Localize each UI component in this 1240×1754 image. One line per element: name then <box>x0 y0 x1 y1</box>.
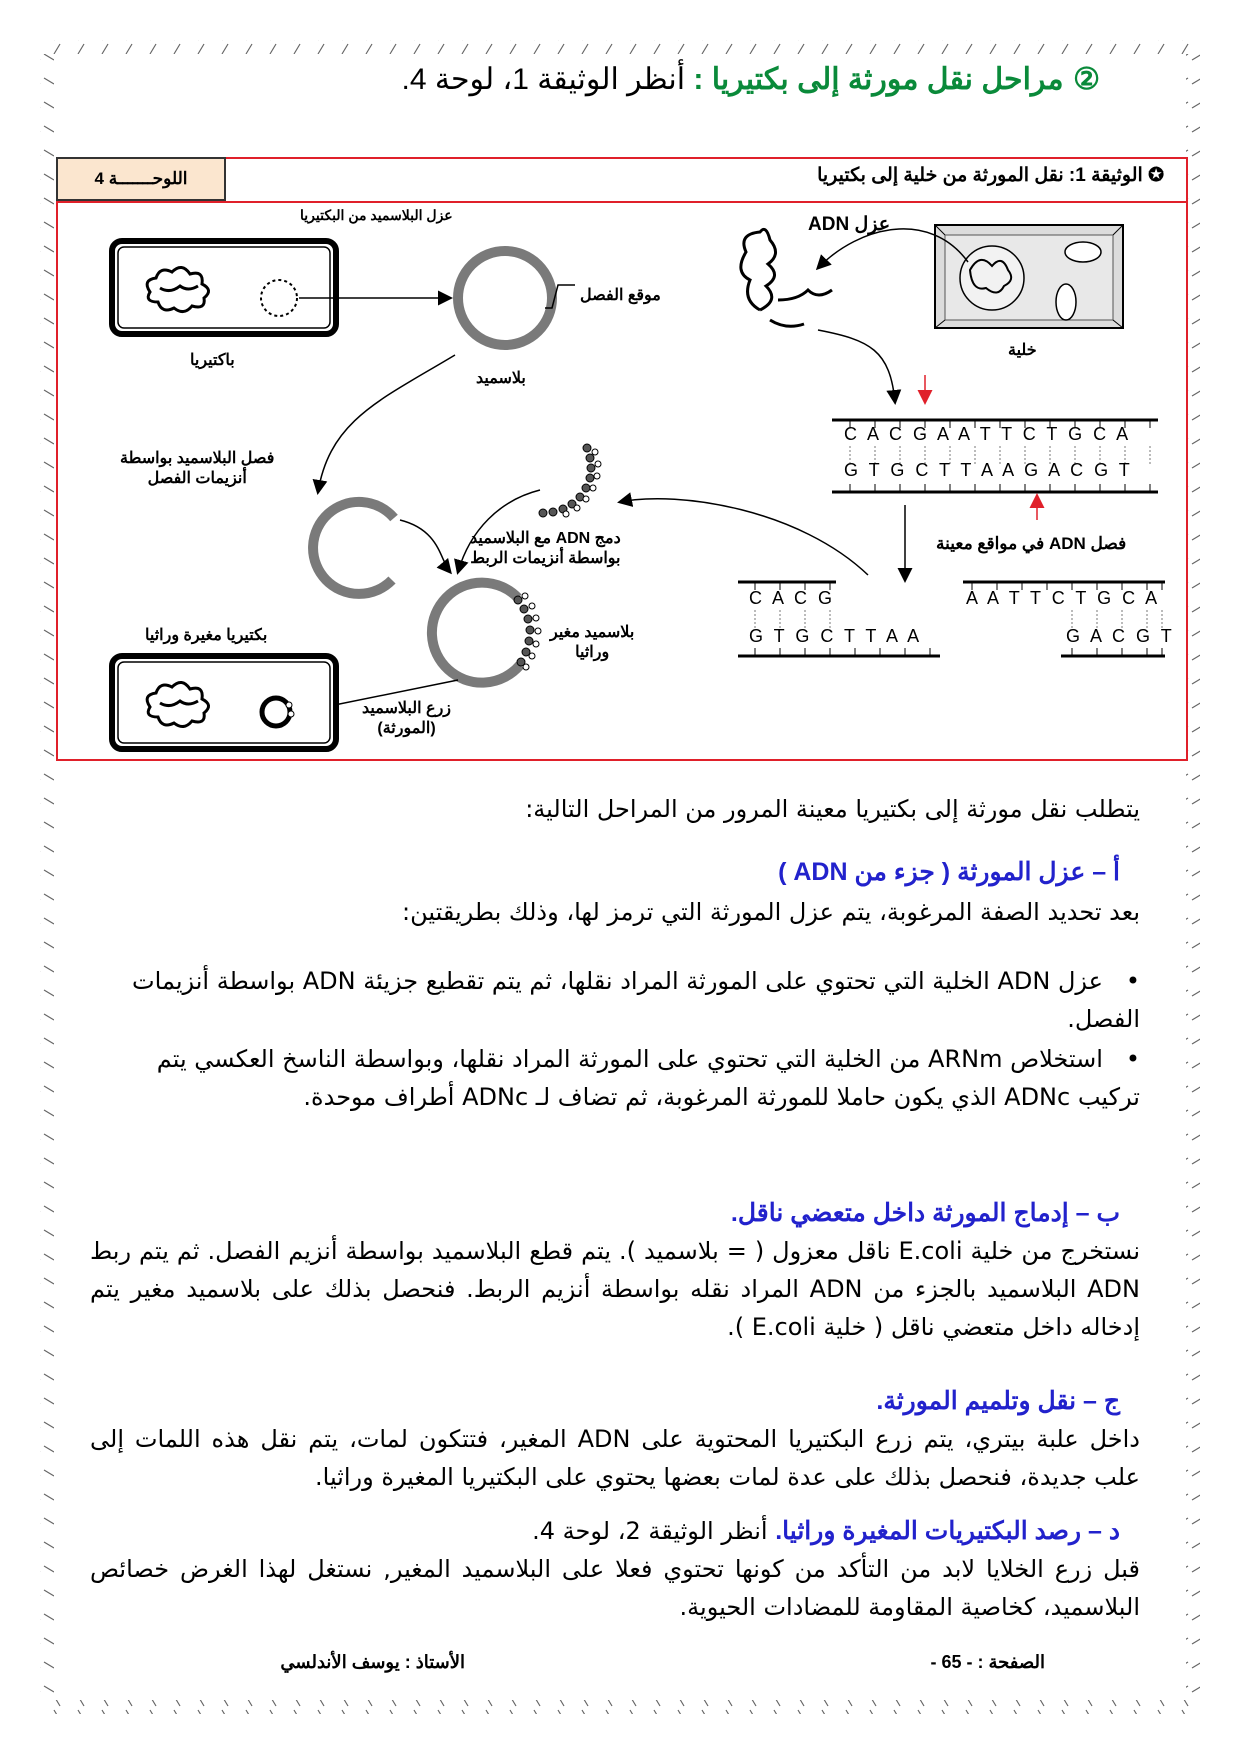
section-d-title-ref: أنظر الوثيقة 2، لوحة 4. <box>532 1517 776 1545</box>
modified-plasmid <box>432 583 541 683</box>
section-c-title: ج – نقل وتلميم المورثة. <box>876 1387 1120 1415</box>
label-modified-bacteria: بكتيريا مغيرة وراثيا <box>145 627 268 644</box>
plant-cell <box>935 225 1123 328</box>
footer-page-number: الصفحة : - 65 - <box>930 1652 1045 1672</box>
bullet-2 <box>130 1040 1140 1116</box>
label-plant-plasmid <box>362 698 451 738</box>
label-cut-plasmid <box>120 448 274 488</box>
label-plasmid: بلاسميد <box>476 370 526 387</box>
label-plant-plasmid-line2: (المورثة) <box>377 720 436 737</box>
label-modified-plasmid-line2: وراثيا <box>575 644 610 661</box>
seq-left-top: C A C G <box>749 588 833 608</box>
star-icon: ✪ <box>1148 165 1164 186</box>
isolated-adn-icon <box>741 229 832 326</box>
intro-text: يتطلب نقل مورثة إلى بكتيريا معينة المرور من المراحل التالية: <box>525 795 1140 823</box>
bullet-dot-icon: • <box>1102 967 1140 995</box>
bacteria-modified <box>112 656 336 749</box>
seq-right-top: A A T T C T G C A <box>966 588 1158 608</box>
footer-author: الأستاذ : يوسف الأندلسي <box>280 1652 465 1672</box>
label-integrate-line2: بواسطة أنزيمات الربط <box>470 550 621 567</box>
plasmid-ring <box>458 251 552 345</box>
label-modified-plasmid <box>550 622 634 662</box>
adn-insert-fragment <box>539 444 601 517</box>
label-cell: خلية <box>1008 342 1037 359</box>
bacteria-top <box>112 241 336 334</box>
section-a-text: بعد تحديد الصفة المرغوبة، يتم عزل المورثة التي ترمز لها، وذلك بطريقتين: <box>401 898 1140 926</box>
bullet-1-text: عزل ADN الخلية التي تحتوي على المورثة المراد نقلها، ثم يتم تقطيع جزيئة ADN بواسطة أنزيمات الفصل. <box>132 967 1140 1033</box>
plate-label: اللوحـــــــة 4 <box>56 157 226 201</box>
section-d-title <box>532 1516 1120 1546</box>
section-d-text: قبل زرع الخلايا لابد من التأكد من كونها تحتوي فعلا على البلاسميد المغير, نستغل لهذا الغرض خصائص البلاسميد، كخاصية المقاومة للمضادات الحيوية. <box>90 1555 1140 1621</box>
label-plant-plasmid-line1: زرع البلاسميد <box>362 700 452 717</box>
document-title-text: الوثيقة 1: نقل المورثة من خلية إلى بكتيريا <box>817 165 1143 186</box>
label-cut-adn: فصل ADN في مواقع معينة <box>936 534 1127 553</box>
section-d-title-main: د – رصد البكتيريات المغيرة وراثيا. <box>775 1517 1120 1545</box>
seq-full-top: C A C G A A T T C T G C A <box>844 424 1129 444</box>
label-cut-site: موقع الفصل <box>580 287 661 304</box>
title-main: مراحل نقل مورثة إلى بكتيريا : <box>693 63 1064 96</box>
label-isolate-plasmid: عزل البلاسميد من البكتيريا <box>300 207 453 223</box>
section-b-title: ب – إدماج المورثة داخل متعضي ناقل. <box>730 1199 1120 1227</box>
cut-plasmid-ring <box>313 502 394 594</box>
seq-full-bottom: G T G C T T A A G A C G T <box>844 460 1130 480</box>
label-modified-plasmid-line1: بلاسميد مغير <box>550 624 635 641</box>
title-ref: أنظر الوثيقة 1، لوحة 4. <box>401 63 694 96</box>
label-bacteria: باكتيريا <box>190 352 235 369</box>
label-integrate <box>470 528 621 568</box>
label-cut-plasmid-line2: أنزيمات الفصل <box>147 470 247 487</box>
label-isolate-adn: عزل ADN <box>808 214 891 235</box>
section-a-title: أ – عزل المورثة ( جزء من ADN ) <box>778 858 1120 886</box>
label-cut-plasmid-line1: فصل البلاسميد بواسطة <box>120 450 275 467</box>
seq-left-bottom: G T G C T T A A <box>749 626 920 646</box>
section-c-text: داخل علبة بيتري، يتم زرع البكتيريا المحتوية على ADN المغير، فتتكون لمات، يتم نقل هذه اللمات إلى علب جديدة، فنحصل بذلك على عدة لمات بعضها يحتوي على البكتيريا المغيرة وراثيا. <box>90 1425 1140 1491</box>
title-circle-number: ② <box>1073 63 1100 96</box>
label-integrate-line1: دمج ADN مع البلاسميد <box>470 530 621 547</box>
bullet-dot-icon: • <box>1102 1045 1140 1073</box>
bullet-1 <box>90 962 1140 1038</box>
bullet-2-text: استخلاص ARNm من الخلية التي تحتوي على المورثة المراد نقلها، وبواسطة الناسخ العكسي يتم تركيب ADNc الذي يكون حاملا للمورثة المرغوبة، ثم تضاف لـ ADNc أطراف موحدة. <box>156 1045 1140 1111</box>
seq-right-bottom: G A C G T <box>1066 626 1172 646</box>
section-b-text: نستخرج من خلية E.coli ناقل معزول ( = بلاسميد ). يتم قطع البلاسميد بواسطة أنزيم الفصل. ثم يتم ربط ADN البلاسميد بالجزء من ADN المراد نقله بواسطة أنزيم الربط. فنحصل بذلك على بلاسميد مغير يتم إدخاله داخل متعضي ناقل ( خلية E.coli ). <box>90 1237 1141 1341</box>
